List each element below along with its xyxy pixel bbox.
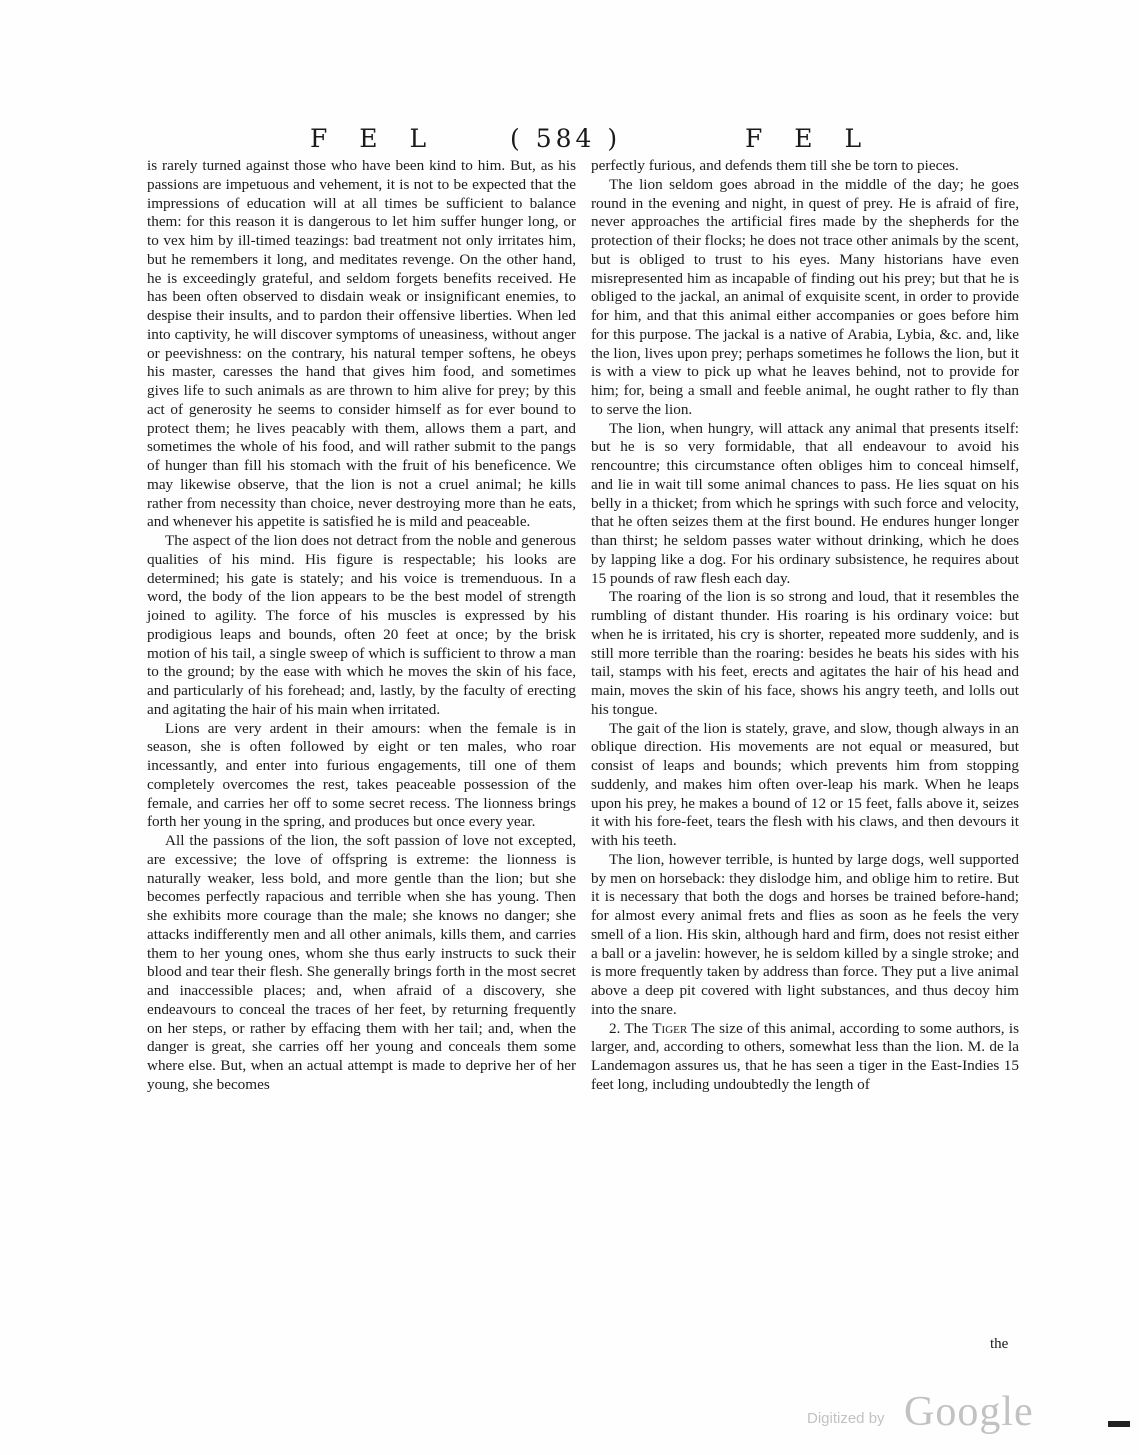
paragraph-text: The size of this animal, according to some authors, is larger, and, according to others, somewhat less than the lion. M. de la Landemagon assures us, that he has seen a tiger in the East-Indies 15 feet long, including undoubtedly the length of <box>591 1019 1019 1093</box>
left-column <box>147 157 576 1095</box>
catchword: the <box>990 1336 1009 1352</box>
paragraph: The gait of the lion is stately, grave, and slow, though always in an oblique direction. His movements are not equal or measured, but consist of leaps and bounds; which prevents him from stopping suddenly, and makes him often over-leap his mark. When he leaps upon his prey, he makes a bound of 12 or 15 feet, falls above it, seizes it with his fore-feet, tears the flesh with his claws, and then devours it with his teeth. <box>591 719 1019 849</box>
paragraph: The lion seldom goes abroad in the middle of the day; he goes round in the evening and night, in quest of prey. He is afraid of fire, never approaches the artificial fires made by the shepherds for the protection of their flocks; he does not trace other animals by the scent, but is obliged to trust to his eyes. Many historians have even misrepresented him as incapable of finding out his prey; but that he is obliged to the jackal, an animal of exquisite scent, in order to provide for him, and that this animal either accompanies or goes before him for this purpose. The jackal is a native of Arabia, Lybia, &c. and, like the lion, lives upon prey; perhaps sometimes he follows the lion, but it is with a view to pick up what he leaves behind, not to provide for him; for, being a small and feeble animal, he ought rather to fly than to serve the lion. <box>591 175 1019 418</box>
paragraph: Lions are very ardent in their amours: when the female is in season, she is often followed by eight or ten males, who roar incessantly, and enter into furious engagements, till one of them completely overcomes the rest, takes peaceable possession of the female, and carries her off to some secret recess. The lionness brings forth her young in the spring, and produces but once every year. <box>147 719 576 831</box>
paragraph: The lion, when hungry, will attack any animal that presents itself: but he is so very formidable, that all endeavour to avoid his rencountre; this circumstance often obliges him to conceal himself, and lie in wait till some animal chances to pass. He lies squat on his belly in a thicket; from which he springs with such force and velocity, that he often seizes them at the first bound. He endures hunger longer than thirst; he seldom passes water without drinking, which he does by lapping like a dog. For his ordinary subsistence, he requires about 15 pounds of raw flesh each day. <box>591 419 1019 587</box>
right-column <box>591 157 1019 1095</box>
paragraph: The roaring of the lion is so strong and loud, that it resembles the rumbling of distant thunder. His roaring is his ordinary voice: but when he is irritated, his cry is shorter, repeated more suddenly, and is still more terrible than the roaring: besides he beats his sides with his tail, stamps with his feet, erects and agitates the hair of his head and main, moves the skin of his face, shows his angry teeth, and lolls out his tongue. <box>591 588 1019 718</box>
tiger-paragraph <box>591 1020 1019 1095</box>
scan-corner-mark <box>1108 1421 1130 1427</box>
paragraph: All the passions of the lion, the soft passion of love not excepted, are excessive; the love of offspring is extreme: the lionness is naturally weaker, less bold, and more gentle than the lion; but she becomes perfectly rapacious and terrible when she has young. Then she exhibits more courage than the male; she knows no danger; she attacks indifferently men and all other animals, kills them, and carries them to her young ones, whom she thus early instructs to suck their blood and tear their flesh. She generally brings forth in the most secret and inaccessible places; and, when afraid of a discovery, she endeavours to conceal the traces of her feet, by returning frequently on her steps, or rather by effacing them with her tail; and, when the danger is great, she carries off her young and conceals them some where else. But, when an actual attempt is made to deprive her of her young, she becomes <box>147 832 576 1093</box>
watermark-small-text: Digitized by <box>807 1410 885 1427</box>
paragraph: The aspect of the lion does not detract from the noble and generous qualities of his mind. His figure is respectable; his looks are determined; his gate is stately; and his voice is tremenduous. In a word, the body of the lion appears to be the best model of strength joined to agility. The force of his muscles is expressed by his prodigious leaps and bounds, often 20 feet at once; by the brisk motion of his tail, a single sweep of which is sufficient to throw a man to the ground; by the ease with which he moves the skin of his face, and particularly of his forehead; and, lastly, by the faculty of erecting and agitating the hair of his main when irritated. <box>147 532 576 718</box>
running-header <box>140 124 1000 160</box>
section-heading-tiger: Tiger <box>652 1019 688 1037</box>
section-number: 2. The <box>609 1019 653 1037</box>
paragraph: perfectly furious, and defends them till she be torn to pieces. <box>591 157 959 174</box>
page-number: ( 584 ) <box>510 124 622 153</box>
header-left: F E L <box>310 124 439 153</box>
paragraph: is rarely turned against those who have been kind to him. But, as his passions are impetuous and vehement, it is not to be expected that the impressions of education will at all times be sufficient to balance them: for this reason it is dangerous to let him suffer hunger long, or to vex him by ill-timed teazings: bad treatment not only irritates him, but he remembers it long, and meditates revenge. On the other hand, he is exceedingly grateful, and seldom forgets benefits received. He has been often observed to disdain weak or insignificant enemies, to despise their insults, and to pardon their offensive liberties. When led into captivity, he will discover symptoms of uneasiness, without anger or peevishness: on the contrary, his natural temper softens, he obeys his master, caresses the hand that gives him food, and sometimes gives life to such animals as are thrown to him alive for prey; by this act of generosity he seems to consider himself as for ever bound to protect them; he lives peacably with them, allows them a part, and sometimes the whole of his food, and will rather submit to the pangs of hunger than fill his stomach with the fruit of his beneficence. We may likewise observe, that the lion is not a cruel animal; he kills rather from necessity than choice, never destroying more than he eats, and whenever his appetite is satisfied he is mild and peaceable. <box>147 157 576 531</box>
header-right: F E L <box>745 124 874 153</box>
paragraph: The lion, however terrible, is hunted by large dogs, well supported by men on horseback: they dislodge him, and oblige him to retire. But it is necessary that both the dogs and horses be trained before-hand; for almost every animal frets and flies as soon as he feels the very smell of a lion. His skin, although hard and firm, does not resist either a ball or a javelin: however, he is seldom killed by a single stroke; and is more frequently taken by address than force. They put a live animal above a deep pit covered with light substances, and thus decoy him into the snare. <box>591 850 1019 1018</box>
google-logo: Google <box>904 1389 1034 1435</box>
